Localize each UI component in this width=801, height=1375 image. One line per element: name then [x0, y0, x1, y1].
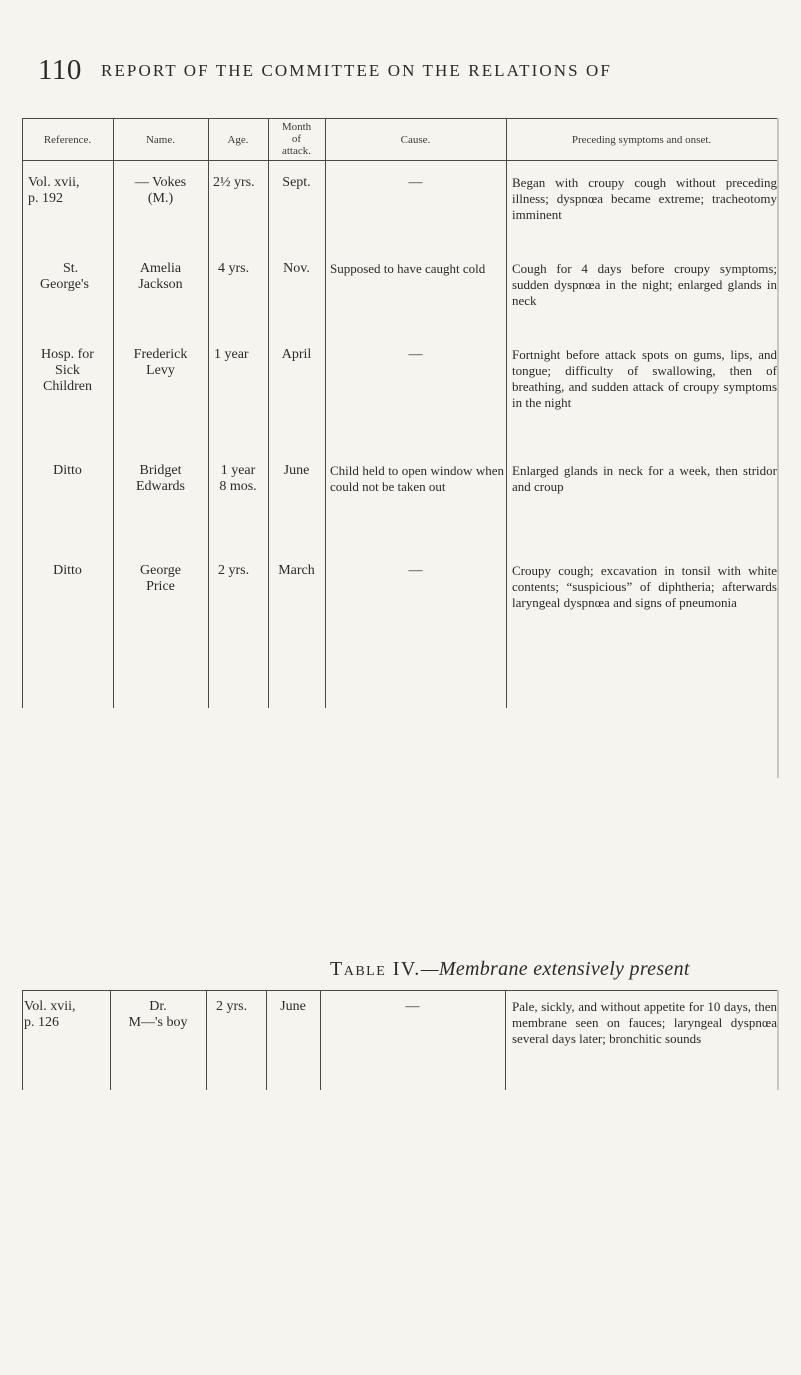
cell-reference: Vol. xvii, p. 192: [28, 175, 80, 206]
cell-month: Sept.: [282, 175, 311, 190]
cell-symptoms: Fortnight before attack spots on gums, lips, and tongue; difficulty of swallowing, then of breathing, and sudden attack of croupy symptoms in the night: [512, 347, 777, 410]
cell-month: March: [278, 563, 315, 578]
cell-month: June: [280, 999, 306, 1014]
cell-age: 2 yrs.: [218, 563, 250, 578]
column-rule: [206, 990, 207, 1090]
cell-symptoms: Croupy cough; excavation in tonsil with white contents; “suspicious” of diphtheria; afterwards laryngeal dyspnœa and signs of pneumonia: [512, 563, 777, 610]
column-rule: [505, 990, 506, 1090]
table-top-rule: [22, 118, 779, 119]
column-header-age: Age.: [227, 134, 249, 146]
cell-cause: Supposed to have caught cold: [330, 261, 486, 276]
table-iv-label: Table IV.: [330, 958, 421, 980]
cell-cause: —: [408, 563, 423, 578]
cell-name: Frederick Levy: [133, 347, 188, 378]
cell-name: Dr. M—'s boy: [128, 999, 188, 1030]
cell-name: — Vokes (M.): [134, 175, 187, 206]
column-rule: [325, 118, 326, 708]
column-rule: [506, 118, 507, 708]
cell-cause: —: [405, 999, 420, 1014]
column-header-reference: Reference.: [43, 134, 92, 146]
cell-symptoms: Enlarged glands in neck for a week, then stridor and croup: [512, 463, 777, 494]
column-rule: [268, 118, 269, 708]
table-iv-top-rule: [22, 990, 779, 991]
cell-reference: Ditto: [53, 563, 82, 578]
cell-month: Nov.: [283, 261, 310, 276]
cell-month: April: [281, 347, 312, 362]
page-edge-rule: [777, 118, 779, 778]
cell-age: 2½ yrs.: [213, 175, 255, 190]
cell-symptoms: Cough for 4 days before croupy symptoms; sudden dyspnœa in the night; enlarged glands in neck: [512, 261, 777, 308]
cell-reference: Vol. xvii, p. 126: [24, 999, 76, 1030]
cell-age: 1 year 8 mos.: [219, 463, 257, 494]
cell-cause: —: [408, 175, 423, 190]
column-rule: [22, 990, 23, 1090]
column-rule: [22, 118, 23, 708]
header-bottom-rule: [22, 160, 779, 161]
cell-cause: —: [408, 347, 423, 362]
column-rule: [208, 118, 209, 708]
cell-cause: Child held to open window when could not be taken out: [330, 463, 504, 494]
table-iv-caption: [330, 958, 690, 981]
cell-reference: Ditto: [53, 463, 82, 478]
cell-name: Amelia Jackson: [138, 261, 183, 292]
cell-reference: Hosp. for Sick Children: [41, 347, 94, 394]
cell-symptoms: Pale, sickly, and without appetite for 10 days, then membrane seen on fauces; laryngeal dyspnœa several days later; bronchitic sounds: [512, 999, 777, 1046]
cell-month: June: [283, 463, 310, 478]
cell-age: 1 year: [214, 347, 249, 362]
column-header-name: Name.: [145, 134, 175, 146]
cell-symptoms: Began with croupy cough without preceding illness; dyspnœa became extreme; tracheotomy imminent: [512, 175, 777, 222]
cell-name: Bridget Edwards: [136, 463, 185, 494]
cell-name: George Price: [140, 563, 181, 594]
running-head: REPORT OF THE COMMITTEE ON THE RELATIONS OF: [101, 61, 612, 80]
cell-age: 4 yrs.: [218, 261, 250, 276]
cell-reference: St. George's: [40, 261, 89, 292]
column-header-cause: Cause.: [400, 134, 431, 146]
page-edge-rule: [777, 990, 779, 1090]
table-iv-title: —Membrane extensively present: [420, 958, 690, 980]
cell-age: 2 yrs.: [216, 999, 248, 1014]
column-header-month: Month of attack.: [281, 121, 312, 157]
page-number: 110: [38, 54, 82, 86]
column-header-symptoms: Preceding symptoms and onset.: [571, 134, 712, 146]
